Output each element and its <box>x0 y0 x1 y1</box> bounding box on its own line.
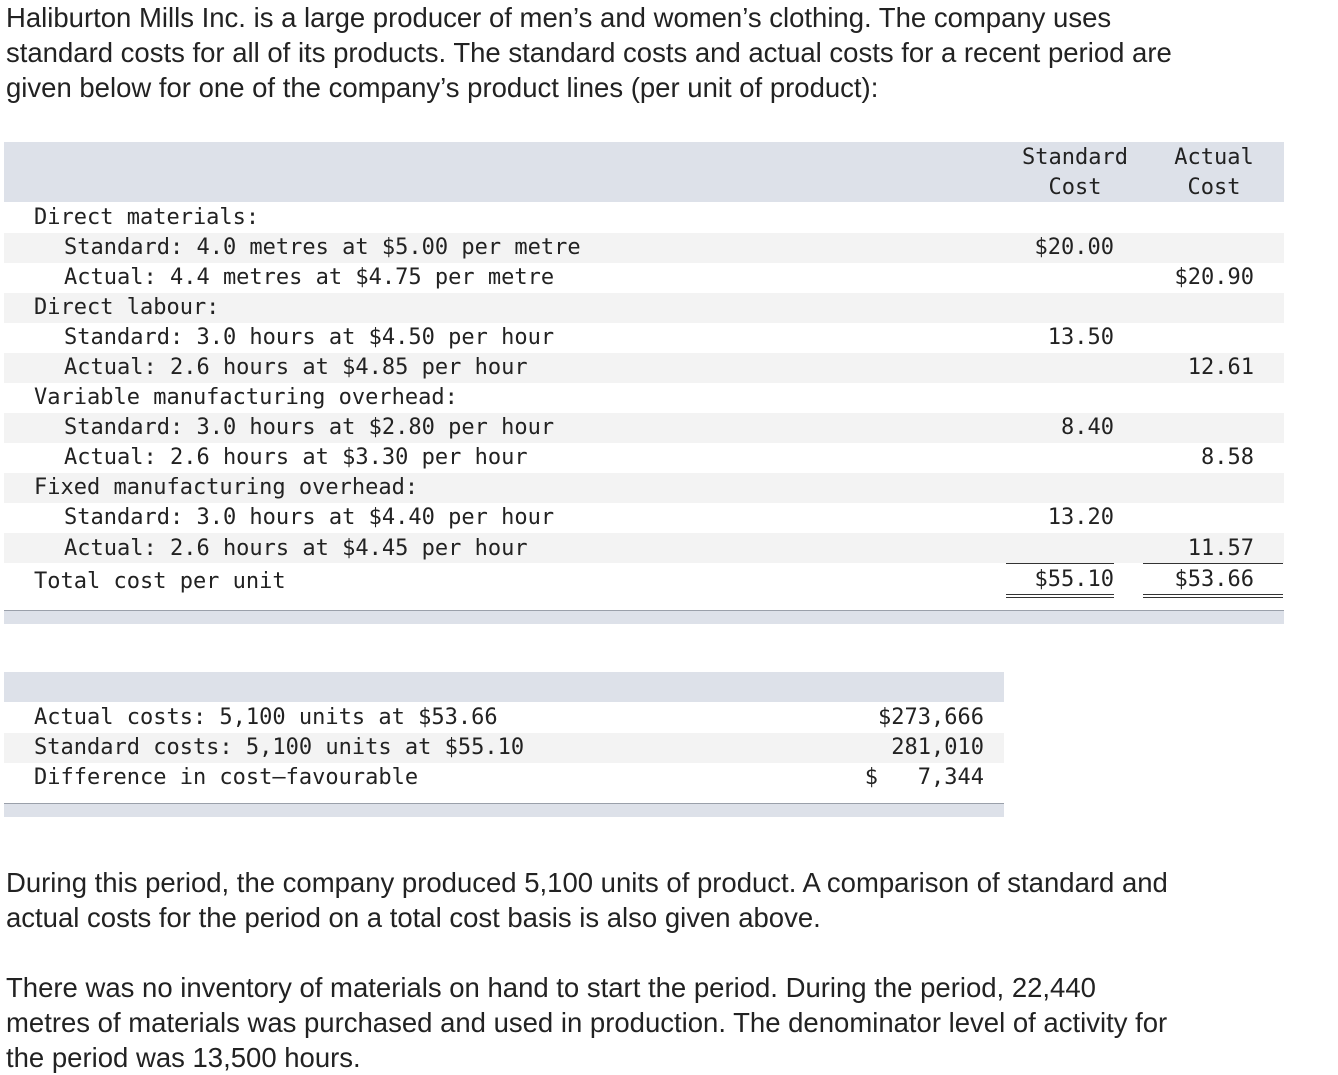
standard-cost-value: 13.50 <box>1047 325 1114 350</box>
comparison-row-label: Actual costs: 5,100 units at $53.66 <box>34 705 498 730</box>
table-row-label: Actual: 4.4 metres at $4.75 per metre <box>64 265 555 290</box>
comparison-row-label: Standard costs: 5,100 units at $55.10 <box>34 735 525 760</box>
intro-line-1: Haliburton Mills Inc. is a large producer of men’s and women’s clothing. The company uses <box>6 2 1112 33</box>
double-underline-standard <box>1006 594 1114 595</box>
para3-line-3: the period was 13,500 hours. <box>6 1042 361 1073</box>
table-row-label: Direct materials: <box>34 205 260 230</box>
total-actual-value: $53.66 <box>1174 567 1254 592</box>
double-underline-standard <box>1006 597 1114 598</box>
table-row-label: Standard: 4.0 metres at $5.00 per metre <box>64 235 581 260</box>
actual-cost-value: 8.58 <box>1201 445 1254 470</box>
para2-line-2: actual costs for the period on a total cost basis is also given above. <box>6 902 821 933</box>
table-row-label: Fixed manufacturing overhead: <box>34 475 419 500</box>
table-row-label: Variable manufacturing overhead: <box>34 385 458 410</box>
header-actual-2: Cost <box>1187 175 1241 200</box>
table-row-label: Actual: 2.6 hours at $3.30 per hour <box>64 445 528 470</box>
total-rule-standard <box>1006 563 1114 564</box>
cost-table-footer-band <box>4 611 1284 624</box>
actual-cost-value: 11.57 <box>1187 536 1254 561</box>
table-row-label: Actual: 2.6 hours at $4.45 per hour <box>64 536 528 561</box>
standard-cost-value: 13.20 <box>1047 505 1114 530</box>
comparison-amount: 281,010 <box>891 735 984 760</box>
actual-cost-value: $20.90 <box>1174 265 1254 290</box>
header-standard-1: Standard <box>1022 145 1128 170</box>
double-underline-actual <box>1143 597 1283 598</box>
double-underline-actual <box>1143 594 1283 595</box>
actual-cost-value: 12.61 <box>1187 355 1254 380</box>
comparison-amount: $ 7,344 <box>864 765 984 790</box>
intro-line-3: given below for one of the company’s product lines (per unit of product): <box>6 72 879 103</box>
intro-line-2: standard costs for all of its products. The standard costs and actual costs for a recent period are <box>6 37 1172 68</box>
table-row-label: Standard: 3.0 hours at $2.80 per hour <box>64 415 555 440</box>
para2-line-1: During this period, the company produced 5,100 units of product. A comparison of standard and <box>6 867 1168 898</box>
total-label: Total cost per unit <box>34 569 286 594</box>
comparison-amount: $273,666 <box>878 705 984 730</box>
comparison-row-label: Difference in cost—favourable <box>34 765 419 790</box>
standard-cost-value: $20.00 <box>1034 235 1114 260</box>
para3-line-2: metres of materials was purchased and used in production. The denominator level of activity for <box>6 1007 1168 1038</box>
table-row-label: Actual: 2.6 hours at $4.85 per hour <box>64 355 528 380</box>
header-standard-2: Cost <box>1048 175 1102 200</box>
table-row-label: Direct labour: <box>34 295 220 320</box>
table-row-label: Standard: 3.0 hours at $4.50 per hour <box>64 325 555 350</box>
para3-line-1: There was no inventory of materials on hand to start the period. During the period, 22,440 <box>6 972 1096 1003</box>
total-rule-actual <box>1143 563 1283 564</box>
total-standard-value: $55.10 <box>1034 567 1114 592</box>
standard-cost-value: 8.40 <box>1061 415 1114 440</box>
comparison-header-band <box>4 672 1004 702</box>
header-actual-1: Actual <box>1174 145 1254 170</box>
comparison-footer-band <box>4 804 1004 817</box>
table-row-label: Standard: 3.0 hours at $4.40 per hour <box>64 505 555 530</box>
